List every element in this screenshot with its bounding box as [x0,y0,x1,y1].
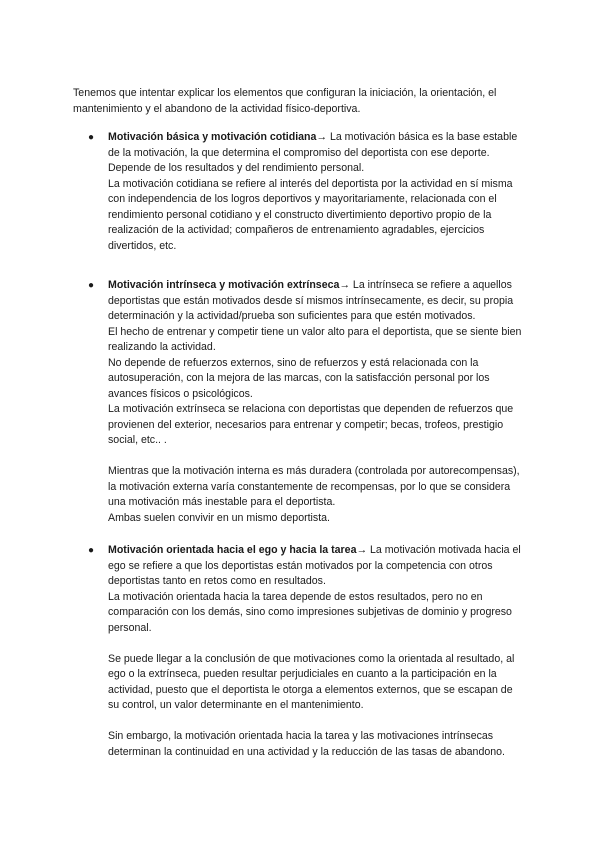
list-item-body [108,278,526,526]
paragraph [108,278,526,325]
paragraph-text: → La intrínseca se refiere a aquellos deportistas que están motivados desde sí mismos intrínsecamente, es decir, su propia determinación y la actividad/prueba son suficientes para que estén motivados. [108,279,514,322]
paragraph: La motivación cotidiana se refiere al interés del deportista por la actividad en sí misma con independencia de los logros deportivos y mayoritariamente, relacionada con el rendimiento personal cotidiano y el constructo divertimiento deportivo propio de la realización de la actividad; compañeros de entrenamiento agradables, ejercicios divertidos, etc. [108,177,513,252]
term-heading: Motivación intrínseca y motivación extrínseca [108,279,340,291]
paragraph-text: → La motivación básica es la base estable de la motivación, la que determina el compromiso del deportista con ese deporte. [108,131,518,159]
paragraph-text: → La motivación motivada hacia el ego se refiere a que los deportistas están motivados por la competencia con otros deportistas tanto en retos como en resultados. [108,544,521,587]
paragraph [108,543,526,590]
paragraph: No depende de refuerzos externos, sino de refuerzos y está relacionada con la autosuperación, con la mejora de las marcas, con la satisfacción personal por los avances físicos o psicológicos. [108,356,490,400]
paragraph: Mientras que la motivación interna es más duradera (controlada por autorecompensas), la motivación externa varía constantemente de recompensas, por lo que se considera una motivación más inestable para el deportista. [108,465,520,508]
bullet-icon: ● [88,280,95,291]
paragraph: El hecho de entrenar y competir tiene un valor alto para el deportista, que se siente bien realizando la actividad. [108,325,522,353]
term-heading: Motivación orientada hacia el ego y hacia la tarea [108,544,357,556]
bullet-icon: ● [88,132,95,143]
paragraph: La motivación orientada hacia la tarea depende de estos resultados, pero no en comparación con los demás, sino como impresiones subjetivas de dominio y progreso personal. [108,590,512,634]
paragraph: La motivación extrínseca se relaciona con deportistas que dependen de refuerzos que provienen del exterior, necesarios para entrenar y competir; becas, trofeos, prestigio social, etc.. . [108,403,514,446]
list-item-body [108,543,526,760]
list-item-body [108,130,526,254]
bullet-icon: ● [88,545,95,556]
paragraph: Ambas suelen convivir en un mismo deportista. [108,511,330,524]
paragraph [108,130,526,161]
paragraph: Sin embargo, la motivación orientada hacia la tarea y las motivaciones intrínsecas determinan la continuidad en una actividad y la reducción de las tasas de abandono. [108,730,505,758]
paragraph: Depende de los resultados y del rendimiento personal. [108,162,365,174]
intro-paragraph: Tenemos que intentar explicar los elementos que configuran la iniciación, la orientación, el mantenimiento y el abandono de la actividad físico-deportiva. [73,87,497,115]
term-heading: Motivación básica y motivación cotidiana [108,131,317,143]
paragraph: Se puede llegar a la conclusión de que motivaciones como la orientada al resultado, al ego o la extrínseca, pueden resultar perjudiciales en cuanto a la participación en la actividad, puesto que el deportista le otorga a elementos externos, que se escapan de su control, un valor determinante en el mantenimiento. [108,652,515,711]
